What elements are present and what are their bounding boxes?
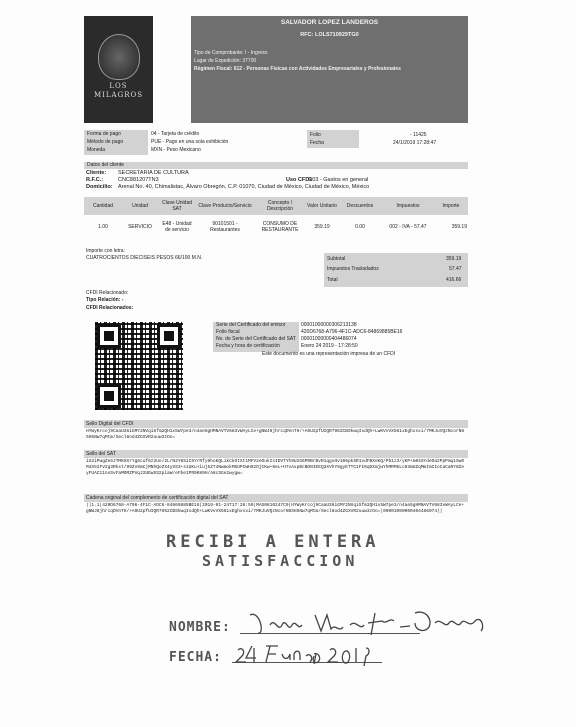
nombre-label: NOMBRE: — [169, 620, 231, 635]
company-logo — [84, 16, 153, 123]
metodo-label: Método de pago — [87, 139, 124, 145]
table-cell: SERVICIO — [128, 224, 152, 230]
fecha-label: Fecha — [310, 140, 324, 146]
qr-code — [95, 322, 183, 410]
col-header: Impuestos — [396, 203, 420, 209]
table-header-row — [84, 197, 468, 215]
cert-value: 00001000000306213138 — [301, 322, 357, 328]
folio-label: Folio — [310, 132, 321, 138]
table-cell: 1.00 — [98, 224, 108, 230]
sello-body: iX2iPwgZeSJTMKHXrYg6cuf6z2Uo/2LrN2Y0SiC5YrRfy9hoKQLikCkOtXt1MFV2eOukIsIDVTYh9U2G6PRBrBvR1qgsHv106pkSR1vdFBXeKQ/Pb1z3/yKP+m04SYdeOa2PpPmq1Sw0M4S5IFV2g3Rkst/99Zv9mCjMNhQoZX4ySS3+s1UKu+iuj5Z74NwmokMSUPCWH92OjCKw+6eL+H7oAxpBcBONIEEQ3XVhY9gyETTC1FI0qDXmjwYhMRM5Lc03mUZqMmImIIoCaCaRY8ZeyFUAC11nsSvFaMOMZPVqJ2UEwSS2piaW/eFbe1PR9K89H/A8cSGe2wygw= — [86, 459, 465, 476]
cfdi-relacionados-label: CFDI Relacionados: — [86, 305, 134, 311]
cert-label: Folio fiscal — [216, 329, 240, 335]
client-label: Cliente: — [86, 170, 107, 176]
subtotal-label: Subtotal — [327, 256, 346, 262]
issuer-header — [191, 16, 468, 123]
issuer-name: SALVADOR LOPEZ LANDEROS — [280, 19, 379, 26]
subtotal-value: 359.19 — [446, 256, 462, 262]
uso-value: G03 - Gastos en general — [308, 177, 369, 183]
stamp-line-2: SATISFACCION — [202, 552, 359, 570]
handwritten-name-signature — [240, 605, 500, 639]
moneda-label: Moneda — [87, 147, 106, 153]
issuer-rfc: RFC: LOLS710929TG0 — [300, 32, 359, 38]
sello-sat-box — [84, 450, 468, 478]
cert-value: 00001000000404486074 — [301, 336, 357, 342]
table-cell: 359.19 — [451, 224, 467, 230]
metodo-value: PUE - Pago en una sola exhibición — [151, 139, 229, 145]
concepts-table — [84, 197, 468, 239]
fecha-stamp-label: FECHA: — [169, 650, 222, 665]
impuestos-value: 57.47 — [449, 266, 462, 272]
client-rfc-value: CNC881207TN3 — [118, 177, 159, 183]
sello-title: Cadena original del complemento de certificación digital del SAT — [84, 494, 468, 502]
importe-label: Importe con letra: — [86, 248, 125, 254]
moneda-value: MXN - Peso Mexicano — [151, 147, 201, 153]
sello-title: Sello Digital del CFDI — [84, 420, 468, 428]
cert-value: Enero 24 2019 - 17:28:50 — [301, 343, 358, 349]
fecha-value: 24/1/2019 17:28:47 — [393, 140, 437, 146]
client-value: SECRETARIA DE CULTURA — [118, 170, 189, 176]
domicilio-label: Domicilio: — [86, 184, 113, 190]
issuer-line: Tipo de Comprobante: I - Ingreso — [194, 50, 268, 56]
cadena-original-box — [84, 494, 468, 516]
cfdi-note: Este documento es una representación impresa de un CFDI — [262, 351, 396, 357]
uso-label: Uso CFDI: — [286, 177, 313, 183]
total-label: Total — [327, 277, 338, 283]
cert-label: No. de Serie del Certificado del SAT — [216, 336, 296, 342]
sello-title: Sello del SAT — [84, 450, 468, 458]
logo-text: LOS MILAGROS — [93, 82, 144, 99]
issuer-line: Lugar de Expedición: 37700 — [194, 58, 257, 64]
table-cell: 359.19 — [314, 224, 330, 230]
sello-body: HYWyKrcoj9CaaU36iGMY2NVqi5fm2QH1x5W7pe3/n4ae5gHMNAVTV683vWAyLCe+gNWJ8jhrcqDVnTH/+A9U2pfUIQR7962CBSkwqIxdQh+LwKVvVX561xEghxsxi/7MKJuVQzNcorN8SH5Nw7qMtm/Secl8od4ZGXVR2uuw3zOo= — [86, 429, 465, 440]
tipo-relacion-label: Tipo Relación: - — [86, 297, 124, 303]
impuestos-label: Impuestos Trasladados — [327, 266, 379, 272]
table-cell: 90101501 - Restaurantes — [210, 221, 240, 233]
client-section-title: Datos del cliente — [84, 162, 468, 169]
client-rfc-label: R.F.C.: — [86, 177, 104, 183]
handwritten-date — [230, 640, 380, 666]
col-header: Clave Unidad SAT — [161, 200, 193, 212]
col-header: Clave Producto/Servicio — [198, 203, 252, 209]
table-cell: 0.00 — [355, 224, 365, 230]
domicilio-value: Arenal No. 40, Chimalistac, Álvaro Obregón, C.P. 01070, Ciudad de México, Ciudad de México, México — [118, 184, 370, 190]
sacred-heart-icon — [98, 34, 140, 80]
col-header: Valor Unitario — [307, 203, 337, 209]
table-cell: 002 - IVA - 57.47 — [389, 224, 427, 230]
cert-label: Fecha y hora de certificación — [216, 343, 280, 349]
sello-cfdi-box — [84, 420, 468, 442]
total-value: 416.66 — [446, 277, 462, 283]
col-header: Concepto / Descripción — [266, 200, 294, 212]
folio-value: - 11425 — [410, 132, 427, 138]
col-header: Descuentos — [346, 203, 374, 209]
qr-finder — [97, 324, 121, 348]
qr-finder — [157, 324, 181, 348]
col-header: Unidad — [132, 203, 148, 209]
importe-value: CUATROCIENTOS DIECISEIS PESOS 66/100 M.N. — [86, 255, 203, 261]
cert-label: Serie del Certificado del emisor — [216, 322, 286, 328]
sello-body: ||1.1|420D6768-A796-4F1C-ADC6-84869885BE16|2019-01-24T17:28:50|MAS0810247C0|HYWyKrcoj9CaaU36iGMY2NVqi5fm2QH1x5W7pe3/n4ae5gHMNAVTV683vWAyLCe+gNWJ8jhrcqDVnTH/+A9U2pfUIQR7962CBSkwqIxdQh+LwKVvVX561xEghxsxi/7MKJuVQzNcorN8SH5Nw7qMtm/Secl8od4ZGXVR2uuw3zOo=|00001000000404486074|| — [86, 503, 465, 514]
issuer-line: Régimen Fiscal: 612 - Personas Físicas con Actividades Empresariales y Profesionales — [194, 66, 401, 72]
stamp-line-1: RECIBI A ENTERA — [166, 532, 380, 552]
col-header: Importe — [442, 203, 460, 209]
forma-label: Forma de pago — [87, 131, 121, 137]
cfdi-relacionado-label: CFDI Relacionado: — [86, 290, 129, 296]
table-cell: CONSUMO DE RESTAURANTE — [261, 221, 299, 233]
table-row — [84, 215, 468, 239]
cert-value: 420D6768-A796-4F1C-ADC6-84869885BE16 — [301, 329, 403, 335]
col-header: Cantidad — [92, 203, 113, 209]
table-cell: E48 - Unidad de servicio — [162, 221, 192, 233]
qr-finder — [97, 384, 121, 408]
forma-value: 04 - Tarjeta de crédito — [151, 131, 200, 137]
